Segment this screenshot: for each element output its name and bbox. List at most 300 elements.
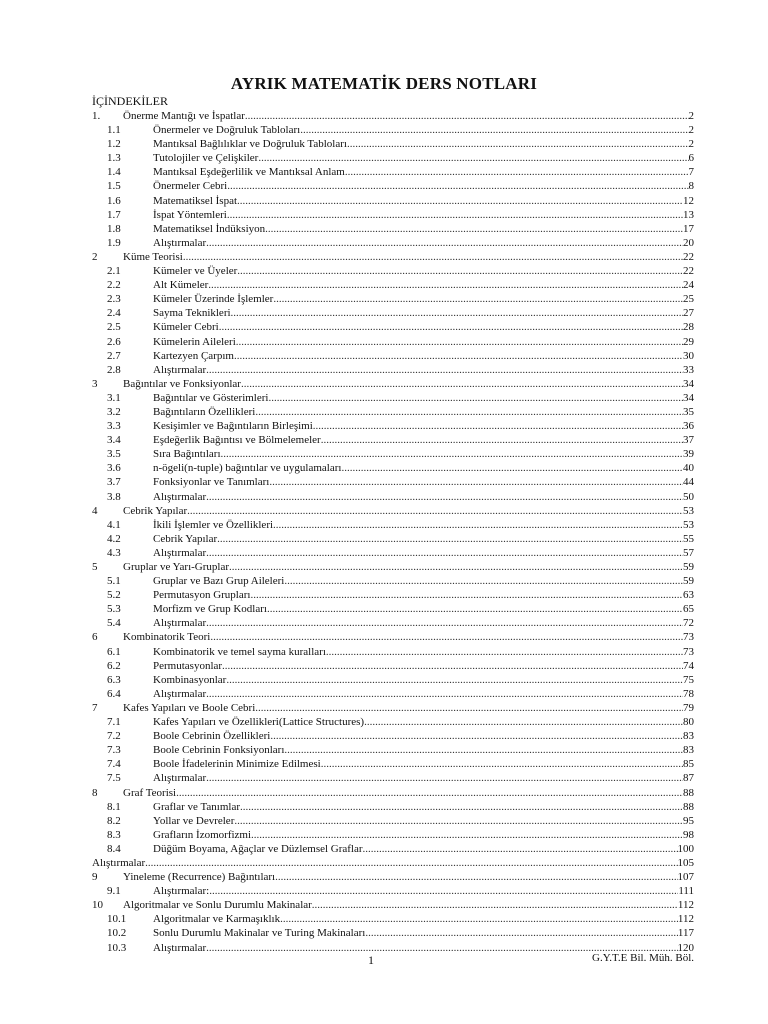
dot-leader (258, 151, 688, 165)
dot-leader (300, 123, 688, 137)
toc-entry-page: 35 (683, 405, 694, 418)
toc-entry-line (153, 151, 694, 165)
toc-entry-number: 8.3 (107, 828, 121, 841)
toc-entry[interactable] (0, 560, 768, 574)
toc-entry[interactable] (0, 306, 768, 320)
toc-entry-title: Cebrik Yapılar (153, 532, 218, 545)
toc-entry-line (153, 884, 694, 898)
table-of-contents (0, 109, 768, 955)
toc-entry-line (153, 320, 694, 334)
toc-entry-title: Matematiksel İndüksiyon (153, 222, 266, 235)
toc-entry-number: 5.1 (107, 575, 121, 588)
toc-entry-number: 1.2 (107, 138, 121, 151)
toc-entry-page: 78 (683, 687, 694, 700)
toc-entry-number: 6.2 (107, 659, 121, 672)
toc-entry[interactable] (0, 715, 768, 729)
toc-entry-title: Boole İfadelerinin Minimize Edilmesi (153, 758, 321, 771)
toc-entry[interactable] (0, 391, 768, 405)
toc-entry[interactable] (0, 179, 768, 193)
toc-entry[interactable] (0, 673, 768, 687)
toc-entry-title: Algoritmalar ve Karmaşıklık (153, 913, 281, 926)
toc-entry-title: Fonksiyonlar ve Tanımları (153, 476, 270, 489)
toc-entry-number: 1.3 (107, 152, 121, 165)
toc-entry-title: Alıştırmalar: (153, 885, 210, 898)
toc-entry-line (153, 912, 694, 926)
toc-entry-line (123, 250, 694, 264)
dot-leader (267, 602, 683, 616)
toc-entry-title: Permutasyonlar (153, 659, 223, 672)
toc-entry-number: 2 (92, 250, 98, 263)
toc-entry-title: Cebrik Yapılar (123, 504, 188, 517)
toc-entry-number: 8.1 (107, 800, 121, 813)
toc-entry-number: 8 (92, 786, 98, 799)
toc-entry-number: 6.3 (107, 673, 121, 686)
dot-leader (273, 518, 683, 532)
toc-entry[interactable] (0, 532, 768, 546)
toc-entry[interactable] (0, 800, 768, 814)
toc-entry-number: 1.9 (107, 236, 121, 249)
toc-entry-page: 75 (683, 673, 694, 686)
toc-entry-page: 33 (683, 363, 694, 376)
toc-entry-title: Yollar ve Devreler (153, 814, 235, 827)
toc-entry[interactable] (0, 786, 768, 800)
toc-entry[interactable] (0, 602, 768, 616)
toc-entry-page: 105 (677, 856, 694, 869)
toc-entry-number: 5.2 (107, 589, 121, 602)
toc-entry-page: 2 (688, 124, 694, 137)
toc-entry-title: Alıştırmalar (153, 687, 207, 700)
toc-entry-page: 2 (688, 110, 694, 122)
toc-entry-line (153, 574, 694, 588)
toc-entry[interactable] (0, 898, 768, 912)
toc-entry[interactable] (0, 151, 768, 165)
toc-entry-line (123, 870, 694, 884)
toc-entry-page: 74 (683, 659, 694, 672)
toc-entry-line (123, 630, 694, 644)
toc-entry-title: Kombinatorik ve temel sayma kuralları (153, 645, 326, 658)
toc-entry[interactable] (0, 687, 768, 701)
dot-leader (241, 377, 683, 391)
toc-entry[interactable] (0, 546, 768, 560)
toc-entry[interactable] (0, 447, 768, 461)
toc-entry-line (153, 616, 694, 630)
toc-entry-line (123, 504, 694, 518)
dot-leader (206, 546, 683, 560)
toc-entry-line (153, 179, 694, 193)
toc-entry-number: 1.4 (107, 166, 121, 179)
toc-entry[interactable] (0, 814, 768, 828)
toc-entry-number: 7.2 (107, 730, 121, 743)
toc-entry-title: Önerme Mantığı ve İspatlar (123, 110, 245, 122)
toc-entry-line (153, 771, 694, 785)
toc-entry-title: Önermeler ve Doğruluk Tabloları (153, 124, 301, 137)
dot-leader (255, 701, 683, 715)
toc-entry[interactable] (0, 490, 768, 504)
toc-entry-title: Kombinasyonlar (153, 673, 227, 686)
toc-entry-title: Gruplar ve Yarı-Gruplar (123, 561, 229, 573)
toc-entry[interactable] (0, 335, 768, 349)
toc-entry-title: Kombinatorik Teori (123, 631, 211, 644)
toc-entry-title: Kartezyen Çarpım (153, 349, 234, 362)
toc-entry[interactable] (0, 250, 768, 264)
toc-entry-number: 5.4 (107, 617, 121, 630)
toc-entry-line (153, 602, 694, 616)
toc-entry-line (153, 814, 694, 828)
toc-entry[interactable] (0, 109, 768, 123)
toc-entry-line (123, 109, 694, 123)
toc-entry-title: Matematiksel İspat (153, 194, 238, 207)
toc-entry-page: 107 (677, 871, 694, 884)
toc-entry[interactable] (0, 870, 768, 884)
dot-leader (217, 532, 683, 546)
toc-entry[interactable] (0, 278, 768, 292)
toc-entry[interactable] (0, 926, 768, 940)
toc-entry-page: 25 (683, 293, 694, 306)
toc-entry[interactable] (0, 630, 768, 644)
toc-entry-page: 112 (677, 913, 694, 926)
toc-entry-page: 88 (683, 786, 694, 799)
dot-leader (313, 419, 683, 433)
toc-entry-number: 2.8 (107, 363, 121, 376)
toc-entry-title: Alıştırmalar (153, 236, 207, 249)
toc-entry-page: 50 (683, 490, 694, 503)
toc-entry[interactable] (0, 729, 768, 743)
toc-entry-number: 10.3 (107, 941, 127, 954)
toc-entry-page: 20 (683, 236, 694, 249)
dot-leader (321, 757, 683, 771)
toc-entry-line (153, 828, 694, 842)
toc-entry-number: 8.4 (107, 842, 121, 855)
dot-leader (312, 898, 678, 912)
toc-entry-number: 3.3 (107, 420, 121, 433)
toc-entry-number: 5.3 (107, 603, 121, 616)
toc-entry-line (153, 842, 694, 856)
dot-leader (255, 405, 683, 419)
dot-leader (345, 165, 689, 179)
toc-entry-title: Alıştırmalar (153, 363, 207, 376)
toc-entry-page: 8 (688, 180, 694, 193)
dot-leader (273, 292, 683, 306)
toc-entry-page: 59 (683, 561, 694, 573)
dot-leader (145, 856, 677, 870)
toc-entry-page: 120 (677, 941, 694, 954)
toc-entry-line (153, 757, 694, 771)
dot-leader (227, 179, 688, 193)
dot-leader (251, 828, 683, 842)
toc-entry-title: Graflar ve Tanımlar (153, 800, 240, 813)
toc-entry-title: Alıştırmalar (153, 772, 207, 785)
toc-entry-number: 2.2 (107, 279, 121, 292)
toc-entry-title: Sıra Bağıntıları (153, 448, 221, 461)
toc-entry-page: 79 (683, 701, 694, 714)
toc-entry-title: Permutasyon Grupları (153, 589, 251, 602)
toc-entry[interactable] (0, 475, 768, 489)
toc-entry-page: 28 (683, 321, 694, 334)
toc-entry-page: 29 (683, 335, 694, 348)
toc-entry-line (153, 123, 694, 137)
toc-entry-number: 1. (92, 110, 101, 122)
toc-entry-line (153, 433, 694, 447)
toc-entry[interactable] (0, 264, 768, 278)
toc-entry[interactable] (0, 419, 768, 433)
toc-entry-number: 6.4 (107, 687, 121, 700)
toc-entry[interactable] (0, 137, 768, 151)
toc-entry-title: Bağıntılar ve Gösterimleri (153, 391, 269, 404)
toc-entry-line (153, 306, 694, 320)
dot-leader (229, 560, 683, 574)
toc-entry-title: Grafların İzomorfizmi (153, 828, 252, 841)
toc-entry-number: 3.4 (107, 434, 121, 447)
toc-entry-number: 2.3 (107, 293, 121, 306)
toc-entry-number: 2.5 (107, 321, 121, 334)
toc-entry-line (153, 363, 694, 377)
dot-leader (206, 687, 683, 701)
toc-entry-number: 1.6 (107, 194, 121, 207)
toc-entry[interactable] (0, 884, 768, 898)
dot-leader (275, 870, 677, 884)
toc-entry-page: 34 (683, 377, 694, 390)
toc-entry[interactable] (0, 659, 768, 673)
toc-entry[interactable] (0, 165, 768, 179)
toc-entry[interactable] (0, 208, 768, 222)
dot-leader (363, 842, 678, 856)
toc-entry-title: Kümelerin Aileleri (153, 335, 236, 348)
toc-entry-line (153, 264, 694, 278)
toc-entry[interactable] (0, 588, 768, 602)
toc-entry[interactable] (0, 856, 768, 870)
dot-leader (365, 926, 678, 940)
toc-entry-page: 2 (688, 138, 694, 151)
toc-entry-page: 85 (683, 758, 694, 771)
toc-entry-page: 63 (683, 589, 694, 602)
dot-leader (280, 912, 678, 926)
toc-entry-page: 7 (688, 166, 694, 179)
toc-entry-page: 39 (683, 448, 694, 461)
toc-entry-line (153, 335, 694, 349)
toc-entry[interactable] (0, 320, 768, 334)
toc-entry-line (153, 222, 694, 236)
toc-entry[interactable] (0, 123, 768, 137)
toc-heading: İÇİNDEKİLER (92, 94, 168, 108)
toc-entry-title: Kümeler Cebri (153, 321, 219, 334)
toc-entry-line (153, 137, 694, 151)
toc-entry-line (123, 377, 694, 391)
toc-entry-page: 88 (683, 800, 694, 813)
dot-leader (341, 461, 683, 475)
dot-leader (326, 645, 683, 659)
toc-entry-title: Alıştırmalar (92, 856, 146, 869)
toc-entry-number: 7.5 (107, 772, 121, 785)
toc-entry-number: 3 (92, 377, 98, 390)
toc-entry-title: Mantıksal Eşdeğerlilik ve Mantıksal Anlam (153, 166, 345, 179)
toc-entry-number: 8.2 (107, 814, 121, 827)
toc-entry-title: Yineleme (Recurrence) Bağıntıları (123, 871, 276, 884)
toc-entry-page: 65 (683, 603, 694, 616)
dot-leader (221, 447, 683, 461)
toc-entry[interactable] (0, 363, 768, 377)
toc-entry[interactable] (0, 236, 768, 250)
toc-entry-line (153, 405, 694, 419)
toc-entry-title: Algoritmalar ve Sonlu Durumlu Makinalar (123, 899, 312, 912)
dot-leader (234, 814, 683, 828)
dot-leader (227, 208, 683, 222)
dot-leader (321, 433, 683, 447)
toc-entry[interactable] (0, 757, 768, 771)
toc-entry[interactable] (0, 645, 768, 659)
toc-entry-title: Kümeler ve Üyeler (153, 265, 238, 278)
toc-entry-line (153, 490, 694, 504)
toc-entry-title: Kafes Yapıları ve Boole Cebri (123, 701, 256, 714)
toc-entry-page: 83 (683, 730, 694, 743)
toc-entry-page: 112 (677, 899, 694, 912)
toc-entry-number: 7.1 (107, 716, 121, 729)
toc-entry[interactable] (0, 292, 768, 306)
toc-entry-number: 4.1 (107, 518, 121, 531)
toc-entry-line (153, 165, 694, 179)
toc-entry-number: 9 (92, 871, 98, 884)
toc-entry-title: Küme Teorisi (123, 250, 183, 263)
toc-entry-title: Bağıntıların Özellikleri (153, 405, 256, 418)
toc-entry-page: 34 (683, 391, 694, 404)
toc-entry[interactable] (0, 701, 768, 715)
toc-entry-number: 6.1 (107, 645, 121, 658)
dot-leader (226, 673, 683, 687)
toc-entry-line (153, 461, 694, 475)
toc-entry-title: Boole Cebrinin Özellikleri (153, 730, 271, 743)
toc-entry-line (153, 532, 694, 546)
toc-entry-page: 36 (683, 420, 694, 433)
toc-entry-page: 6 (688, 152, 694, 165)
toc-entry-page: 53 (683, 504, 694, 517)
toc-entry-line (153, 292, 694, 306)
toc-entry[interactable] (0, 377, 768, 391)
toc-entry-number: 7 (92, 701, 98, 714)
toc-entry-line (153, 645, 694, 659)
toc-entry-number: 3.8 (107, 490, 121, 503)
toc-entry[interactable] (0, 518, 768, 532)
toc-entry-title: Kümeler Üzerinde İşlemler (153, 293, 274, 306)
toc-entry-page: 95 (683, 814, 694, 827)
dot-leader (206, 490, 683, 504)
dot-leader (236, 335, 683, 349)
dot-leader (206, 363, 683, 377)
toc-entry-title: Boole Cebrinin Fonksiyonları (153, 744, 285, 757)
toc-entry-title: Graf Teorisi (123, 786, 177, 799)
document-title: AYRIK MATEMATİK DERS NOTLARI (230, 74, 538, 93)
toc-entry-number: 3.5 (107, 448, 121, 461)
toc-entry-title: Alıştırmalar (153, 941, 207, 954)
toc-entry[interactable] (0, 771, 768, 785)
toc-entry-number: 9.1 (107, 885, 121, 898)
dot-leader (284, 743, 683, 757)
toc-entry-title: İspat Yöntemleri (153, 208, 227, 221)
toc-entry-page: 17 (683, 222, 694, 235)
toc-entry[interactable] (0, 504, 768, 518)
toc-entry-title: Alıştırmalar (153, 617, 207, 630)
dot-leader (269, 475, 683, 489)
toc-entry-line (153, 349, 694, 363)
toc-entry-page: 57 (683, 546, 694, 559)
toc-entry-title: Alt Kümeler (153, 279, 209, 292)
toc-entry-line (153, 518, 694, 532)
dot-leader (176, 786, 683, 800)
toc-entry[interactable] (0, 842, 768, 856)
toc-entry-number: 5 (92, 561, 98, 573)
dot-leader (237, 194, 683, 208)
toc-entry-line (153, 194, 694, 208)
toc-entry[interactable] (0, 574, 768, 588)
toc-entry-page: 73 (683, 645, 694, 658)
toc-entry-number: 2.1 (107, 265, 121, 278)
toc-entry-title: Eşdeğerlik Bağıntısı ve Bölmelemeler (153, 434, 321, 447)
dot-leader (231, 306, 683, 320)
toc-entry-line (153, 447, 694, 461)
dot-leader (240, 800, 683, 814)
toc-entry[interactable] (0, 616, 768, 630)
toc-entry-title: Düğüm Boyama, Ağaçlar ve Düzlemsel Graflar (153, 842, 363, 855)
toc-entry-number: 4.3 (107, 546, 121, 559)
toc-entry[interactable] (0, 405, 768, 419)
toc-entry-number: 7.3 (107, 744, 121, 757)
toc-entry-line (153, 546, 694, 560)
toc-entry-line (153, 659, 694, 673)
toc-entry-page: 83 (683, 744, 694, 757)
toc-entry-line (153, 687, 694, 701)
toc-entry[interactable] (0, 743, 768, 757)
dot-leader (209, 884, 678, 898)
toc-entry-title: Bağıntılar ve Fonksiyonlar (123, 377, 241, 390)
dot-leader (265, 222, 683, 236)
toc-entry[interactable] (0, 194, 768, 208)
toc-entry[interactable] (0, 912, 768, 926)
toc-entry[interactable] (0, 222, 768, 236)
toc-entry-page: 100 (677, 842, 694, 855)
toc-entry-page: 80 (683, 716, 694, 729)
toc-entry-page: 59 (683, 575, 694, 588)
dot-leader (245, 109, 689, 123)
toc-entry[interactable] (0, 433, 768, 447)
toc-entry-number: 2.6 (107, 335, 121, 348)
footer-page-number: 1 (368, 953, 374, 967)
toc-entry-line (92, 856, 694, 870)
toc-entry-number: 10.1 (107, 913, 127, 926)
toc-entry-line (153, 800, 694, 814)
toc-entry-number: 2.7 (107, 349, 121, 362)
toc-entry-page: 55 (683, 532, 694, 545)
toc-entry[interactable] (0, 461, 768, 475)
toc-entry-page: 22 (683, 250, 694, 263)
dot-leader (250, 588, 683, 602)
toc-entry-page: 12 (683, 194, 694, 207)
toc-entry-page: 13 (683, 208, 694, 221)
dot-leader (270, 729, 683, 743)
toc-entry-line (153, 208, 694, 222)
dot-leader (284, 574, 683, 588)
toc-entry-page: 117 (677, 927, 694, 940)
dot-leader (206, 236, 683, 250)
footer-organization: G.Y.T.E Bil. Müh. Böl. (592, 952, 694, 964)
dot-leader (208, 278, 683, 292)
dot-leader (222, 659, 683, 673)
toc-entry[interactable] (0, 349, 768, 363)
toc-entry-number: 1.1 (107, 124, 121, 137)
dot-leader (210, 630, 683, 644)
dot-leader (347, 137, 689, 151)
toc-entry-page: 53 (683, 518, 694, 531)
toc-entry-page: 87 (683, 772, 694, 785)
toc-entry-number: 1.5 (107, 180, 121, 193)
toc-entry[interactable] (0, 828, 768, 842)
